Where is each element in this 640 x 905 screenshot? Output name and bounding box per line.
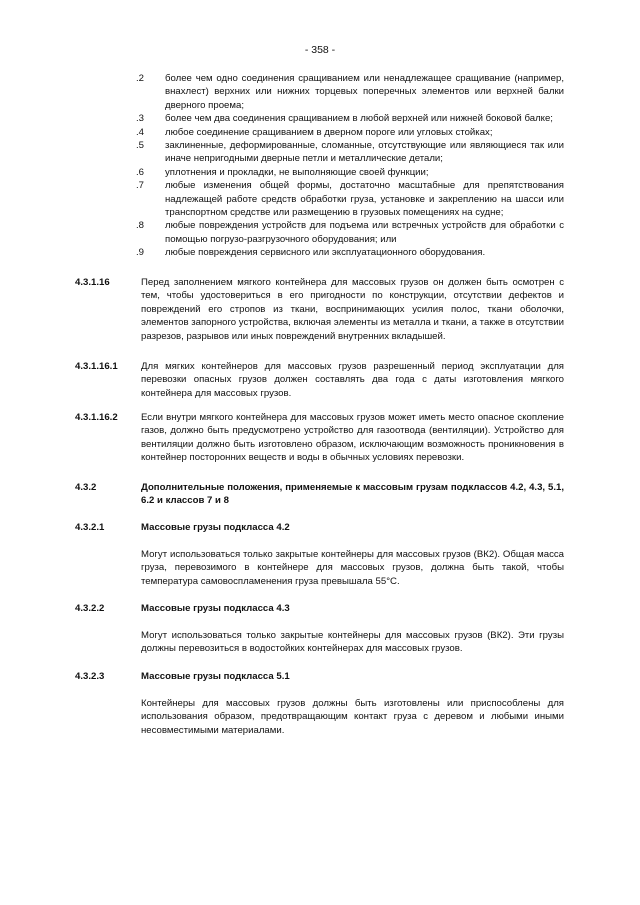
list-item-text: уплотнения и прокладки, не выполняющие своей функции; <box>165 166 429 178</box>
list-item-text: более чем два соединения сращиванием в любой верхней или нижней боковой балке; <box>165 113 553 125</box>
section-title: Дополнительные положения, применяемые к массовым грузам подклассов 4.2, 4.3, 5.1, 6.2 и классов 7 и 8 <box>141 482 564 507</box>
section-title: Массовые грузы подкласса 5.1 <box>141 671 290 682</box>
list-item-number: .2 <box>136 73 145 84</box>
list-item-text: более чем одно соединения сращиванием или ненадлежащее сращивание (например, внахлест) верхних или нижних торцевых поперечных элементов или верхней балки дверного проема; <box>165 73 564 111</box>
list-item <box>136 112 564 125</box>
paragraph-text: Могут использоваться только закрытые контейнеры для массовых грузов (ВК2). Общая масса груза, перевозимого в контейнере для массовых грузов, должна быть такой, чтобы температура самовоспламенения груза превышала 55°С. <box>141 549 564 587</box>
list-item-number: .7 <box>136 180 145 192</box>
paragraph-number <box>75 548 141 588</box>
list-item <box>136 166 564 179</box>
section-number: 4.3.2 <box>75 482 97 493</box>
paragraph-text: Если внутри мягкого контейнера для массовых грузов может иметь место опасное скопление газов, должно быть предусмотрено устройство для газоотвода (вентиляции). Устройство для вентиляции должно быть изготовлено образом, исключающим возможность проникновения в контейнер посторонних веществ и воды в обычных условиях перевозки. <box>141 412 564 464</box>
paragraph-text: Для мягких контейнеров для массовых грузов разрешенный период эксплуатации для перевозки опасных грузов должен составлять два года с даты изготовления мягкого контейнера для массовых грузов. <box>141 361 564 399</box>
section-number: 4.3.2.3 <box>75 671 105 682</box>
paragraph-4-3-2-3-text <box>75 697 564 737</box>
paragraph-number: 4.3.1.16.1 <box>75 361 118 372</box>
paragraph-number: 4.3.1.16 <box>75 277 110 288</box>
list-item-text: заклиненные, деформированные, сломанные, отсутствующие или являющиеся так или иначе непригодными дверные петли и металлические детали; <box>165 140 564 165</box>
paragraph-4-3-2-1-text <box>75 548 564 588</box>
defect-list <box>136 72 564 260</box>
list-item-text: любые повреждения устройств для подъема или встречных устройств для обработки с помощью погрузо-разгрузочного оборудования; или <box>165 220 564 245</box>
section-heading-4-3-2-2 <box>75 602 564 615</box>
paragraph-number: 4.3.1.16.2 <box>75 412 118 423</box>
paragraph-number <box>75 697 141 737</box>
page-number: - 358 - <box>304 44 336 56</box>
paragraph-text: Перед заполнением мягкого контейнера для массовых грузов он должен быть осмотрен с тем, чтобы удостовериться в его пригодности по конструкции, отсутствии дефектов и повреждений его стропов из ткани, воспринимающих усилия полос, ткани оболочки, элементов запорного устройства, включая элементы из металла и ткани, а также в отсутствии разрезов, разрывов или иных повреждений внутренних вкладышей. <box>141 277 564 342</box>
list-item <box>136 219 564 246</box>
list-item <box>136 126 564 139</box>
list-item-number: .4 <box>136 126 145 138</box>
list-item-text: любые повреждения сервисного или эксплуатационного оборудования. <box>165 247 486 259</box>
list-item-number: .5 <box>136 140 145 152</box>
section-number: 4.3.2.2 <box>75 603 105 614</box>
section-title: Массовые грузы подкласса 4.3 <box>141 603 290 614</box>
section-heading-4-3-2-1 <box>75 521 564 534</box>
section-heading-4-3-2 <box>75 481 564 508</box>
list-item <box>136 246 564 259</box>
list-item-text: любое соединение сращиванием в дверном пороге или угловых стойках; <box>165 126 493 138</box>
paragraph-4-3-1-16 <box>75 276 564 343</box>
paragraph-text: Контейнеры для массовых грузов должны быть изготовлены или приспособлены для использования образом, предотвращающим контакт груза с деревом и любыми иными несовместимыми материалами. <box>141 698 564 736</box>
paragraph-text: Могут использоваться только закрытые контейнеры для массовых грузов (ВК2). Эти грузы должны перевозиться в водостойких контейнерах для массовых грузов. <box>141 630 564 655</box>
list-item <box>136 179 564 219</box>
section-number: 4.3.2.1 <box>75 522 105 533</box>
paragraph-4-3-2-2-text <box>75 629 564 656</box>
section-title: Массовые грузы подкласса 4.2 <box>141 522 290 533</box>
paragraph-4-3-1-16-2 <box>75 411 564 465</box>
paragraph-number <box>75 629 141 656</box>
section-heading-4-3-2-3 <box>75 670 564 683</box>
list-item-number: .6 <box>136 166 145 178</box>
list-item-number: .8 <box>136 220 145 232</box>
list-item-text: любые изменения общей формы, достаточно масштабные для препятствования надлежащей работе средств обработки груза, установке и закреплению на шасси или транспортном средстве или размещению в грузовых помещениях на судне; <box>165 180 564 219</box>
paragraph-4-3-1-16-1 <box>75 360 564 400</box>
list-item <box>136 72 564 112</box>
list-item <box>136 139 564 166</box>
list-item-number: .3 <box>136 113 145 125</box>
list-item-number: .9 <box>136 247 145 259</box>
